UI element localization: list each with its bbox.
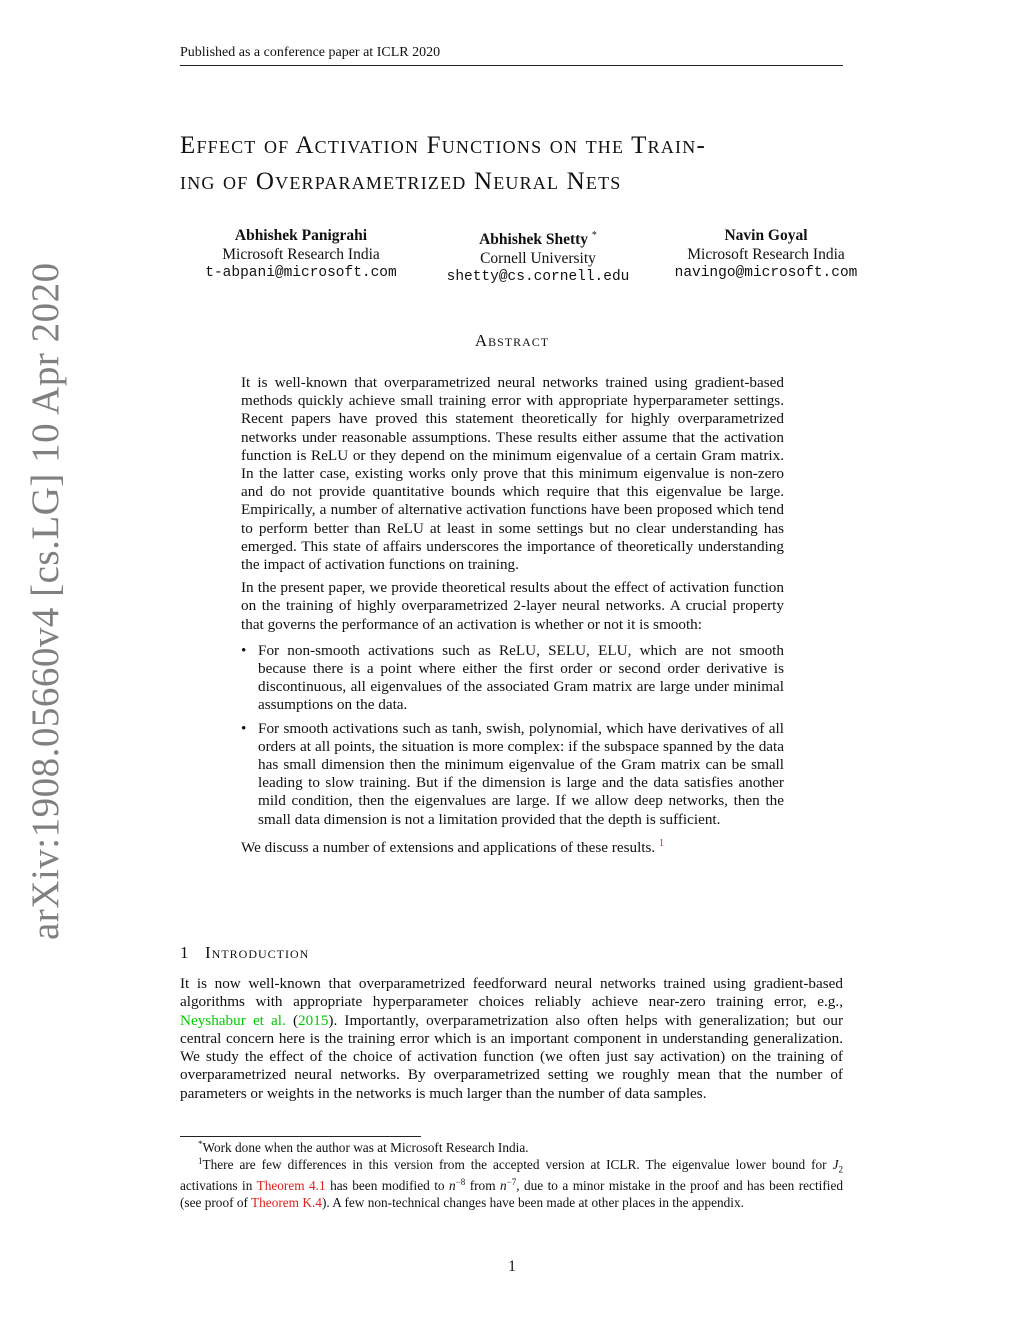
abstract-closing: We discuss a number of extensions and applications of these results. $^1$ — [241, 837, 665, 856]
abstract-bullet-list — [241, 642, 784, 829]
theorem-link[interactable]: Theorem K.4 — [251, 1195, 322, 1211]
theorem-link[interactable]: Theorem 4.1 — [256, 1178, 326, 1194]
bullet-icon: • — [241, 641, 247, 659]
abstract-body — [241, 374, 784, 862]
author-block — [657, 226, 875, 283]
abstract-paragraph: In the present paper, we provide theoretical results about the effect of activation function on the training of highly overparametrized 2-layer neural networks. A crucial property that governs the performance of an activation is whether or not it is smooth: — [241, 579, 784, 633]
author-name: Abhishek Panigrahi — [234, 227, 368, 244]
author-affiliation: Cornell University — [480, 250, 596, 268]
footnote-rule — [180, 1136, 421, 1137]
list-item: • For non-smooth activations such as ReLU, SELU, ELU, which are not smooth because there is a point where either the first order or second order derivative is discontinuous, all eigenvalues of the associated Gram matrix are large under minimal assumptions on the data. — [241, 641, 784, 714]
citation-link[interactable]: Neyshabur et al. — [180, 1011, 286, 1029]
author-footnote-mark: * — [591, 230, 597, 241]
abstract-paragraph: It is well-known that overparametrized neural networks trained using gradient-based methods quickly achieve small training error with appropriate hyperparameter settings. Recent papers have proved this statement theoretically for highly overparametrized networks under reasonable assumptions. These results either assume that the activation function is ReLU or they depend on the minimum eigenvalue of a certain Gram matrix. In the latter case, existing works only prove that this minimum eigenvalue is non-zero and do not provide quantitative bounds which require that this eigenvalue be large. Empirically, a number of alternative activation functions have been proposed which tend to perform better than ReLU at least in some settings but no clear understanding has emerged. This state of affairs underscores the importance of theoretically understanding the impact of activation functions on training. — [241, 374, 784, 574]
section-heading — [180, 943, 309, 963]
math-j2: $J_2$ — [832, 1156, 843, 1175]
introduction-body — [180, 975, 843, 1103]
author-affiliation: Microsoft Research India — [222, 246, 380, 263]
section-title: Introduction — [205, 943, 310, 962]
abstract-heading: Abstract — [474, 331, 550, 350]
math-n-power: $n^{-8}$ — [449, 1177, 466, 1194]
author-email[interactable]: t-abpani@microsoft.com — [205, 265, 397, 281]
author-affiliation: Microsoft Research India — [687, 246, 845, 263]
author-block — [187, 226, 415, 283]
citation-year-link[interactable]: 2015 — [298, 1011, 329, 1029]
footnote: $^1$There are few differences in this version from the accepted version at ICLR. The eigenvalue lower bound for $J_2$ activations in Theorem 4.1 has been modified to $n^{-8}$ from $n^{-7}$, due to a minor mistake in the proof and has been rectified (see proof of Theorem K.4). A few non-technical changes have been made at other places in the appendix. — [180, 1155, 844, 1211]
arxiv-stamp: arXiv:1908.05660v4 [cs.LG] 10 Apr 2020 — [24, 262, 67, 940]
author-email[interactable]: shetty@cs.cornell.edu — [446, 269, 630, 286]
list-item: • For smooth activations such as tanh, swish, polynomial, which have derivatives of all orders at all points, the situation is more complex: if the subspace spanned by the data has small dimension then the minimum eigenvalue of the Gram matrix can be small leading to slow training. But if the dimension is large and the data satisfies another mild condition, then the eigenvalues are large. If we allow deep networks, then the small data dimension is not a limitation provided that the depth is sufficient. — [241, 719, 784, 828]
author-name: Navin Goyal — [724, 227, 808, 244]
bullet-icon: • — [241, 719, 247, 737]
math-n-power: $n^{-7}$ — [499, 1177, 517, 1194]
section-number: 1 — [180, 943, 189, 962]
page-number: 1 — [508, 1258, 516, 1275]
author-email[interactable]: navingo@microsoft.com — [674, 265, 858, 281]
intro-paragraph: It is now well-known that overparametrized feedforward neural networks trained using gradient-based algorithms with appropriate hyperparameter choices reliably achieve near-zero training error, e.g., Neyshabur et al. (2015). Importantly, overparametrization also often helps with generalization; but our central concern here is the training error which is an important component in understanding generalization. We study the effect of the choice of activation function (we often just say activation) on the training of overparametrized neural networks. By overparametrized setting we roughly mean that the number of parameters or weights in the networks is much larger than the number of data samples. — [180, 975, 844, 1102]
title-line-1: Effect of Activation Functions on the Train- — [180, 132, 706, 159]
title-line-2: ing of Overparametrized Neural Nets — [180, 168, 622, 195]
author-name: Abhishek Shetty * — [479, 230, 597, 249]
footnotes — [180, 1140, 843, 1212]
running-header: Published as a conference paper at ICLR 2020 — [180, 44, 843, 66]
paper-title — [180, 128, 870, 200]
footnote-link[interactable]: 1 — [659, 837, 665, 849]
footnote: *Work done when the author was at Microsoft Research India. — [198, 1139, 529, 1155]
author-block — [428, 226, 648, 287]
